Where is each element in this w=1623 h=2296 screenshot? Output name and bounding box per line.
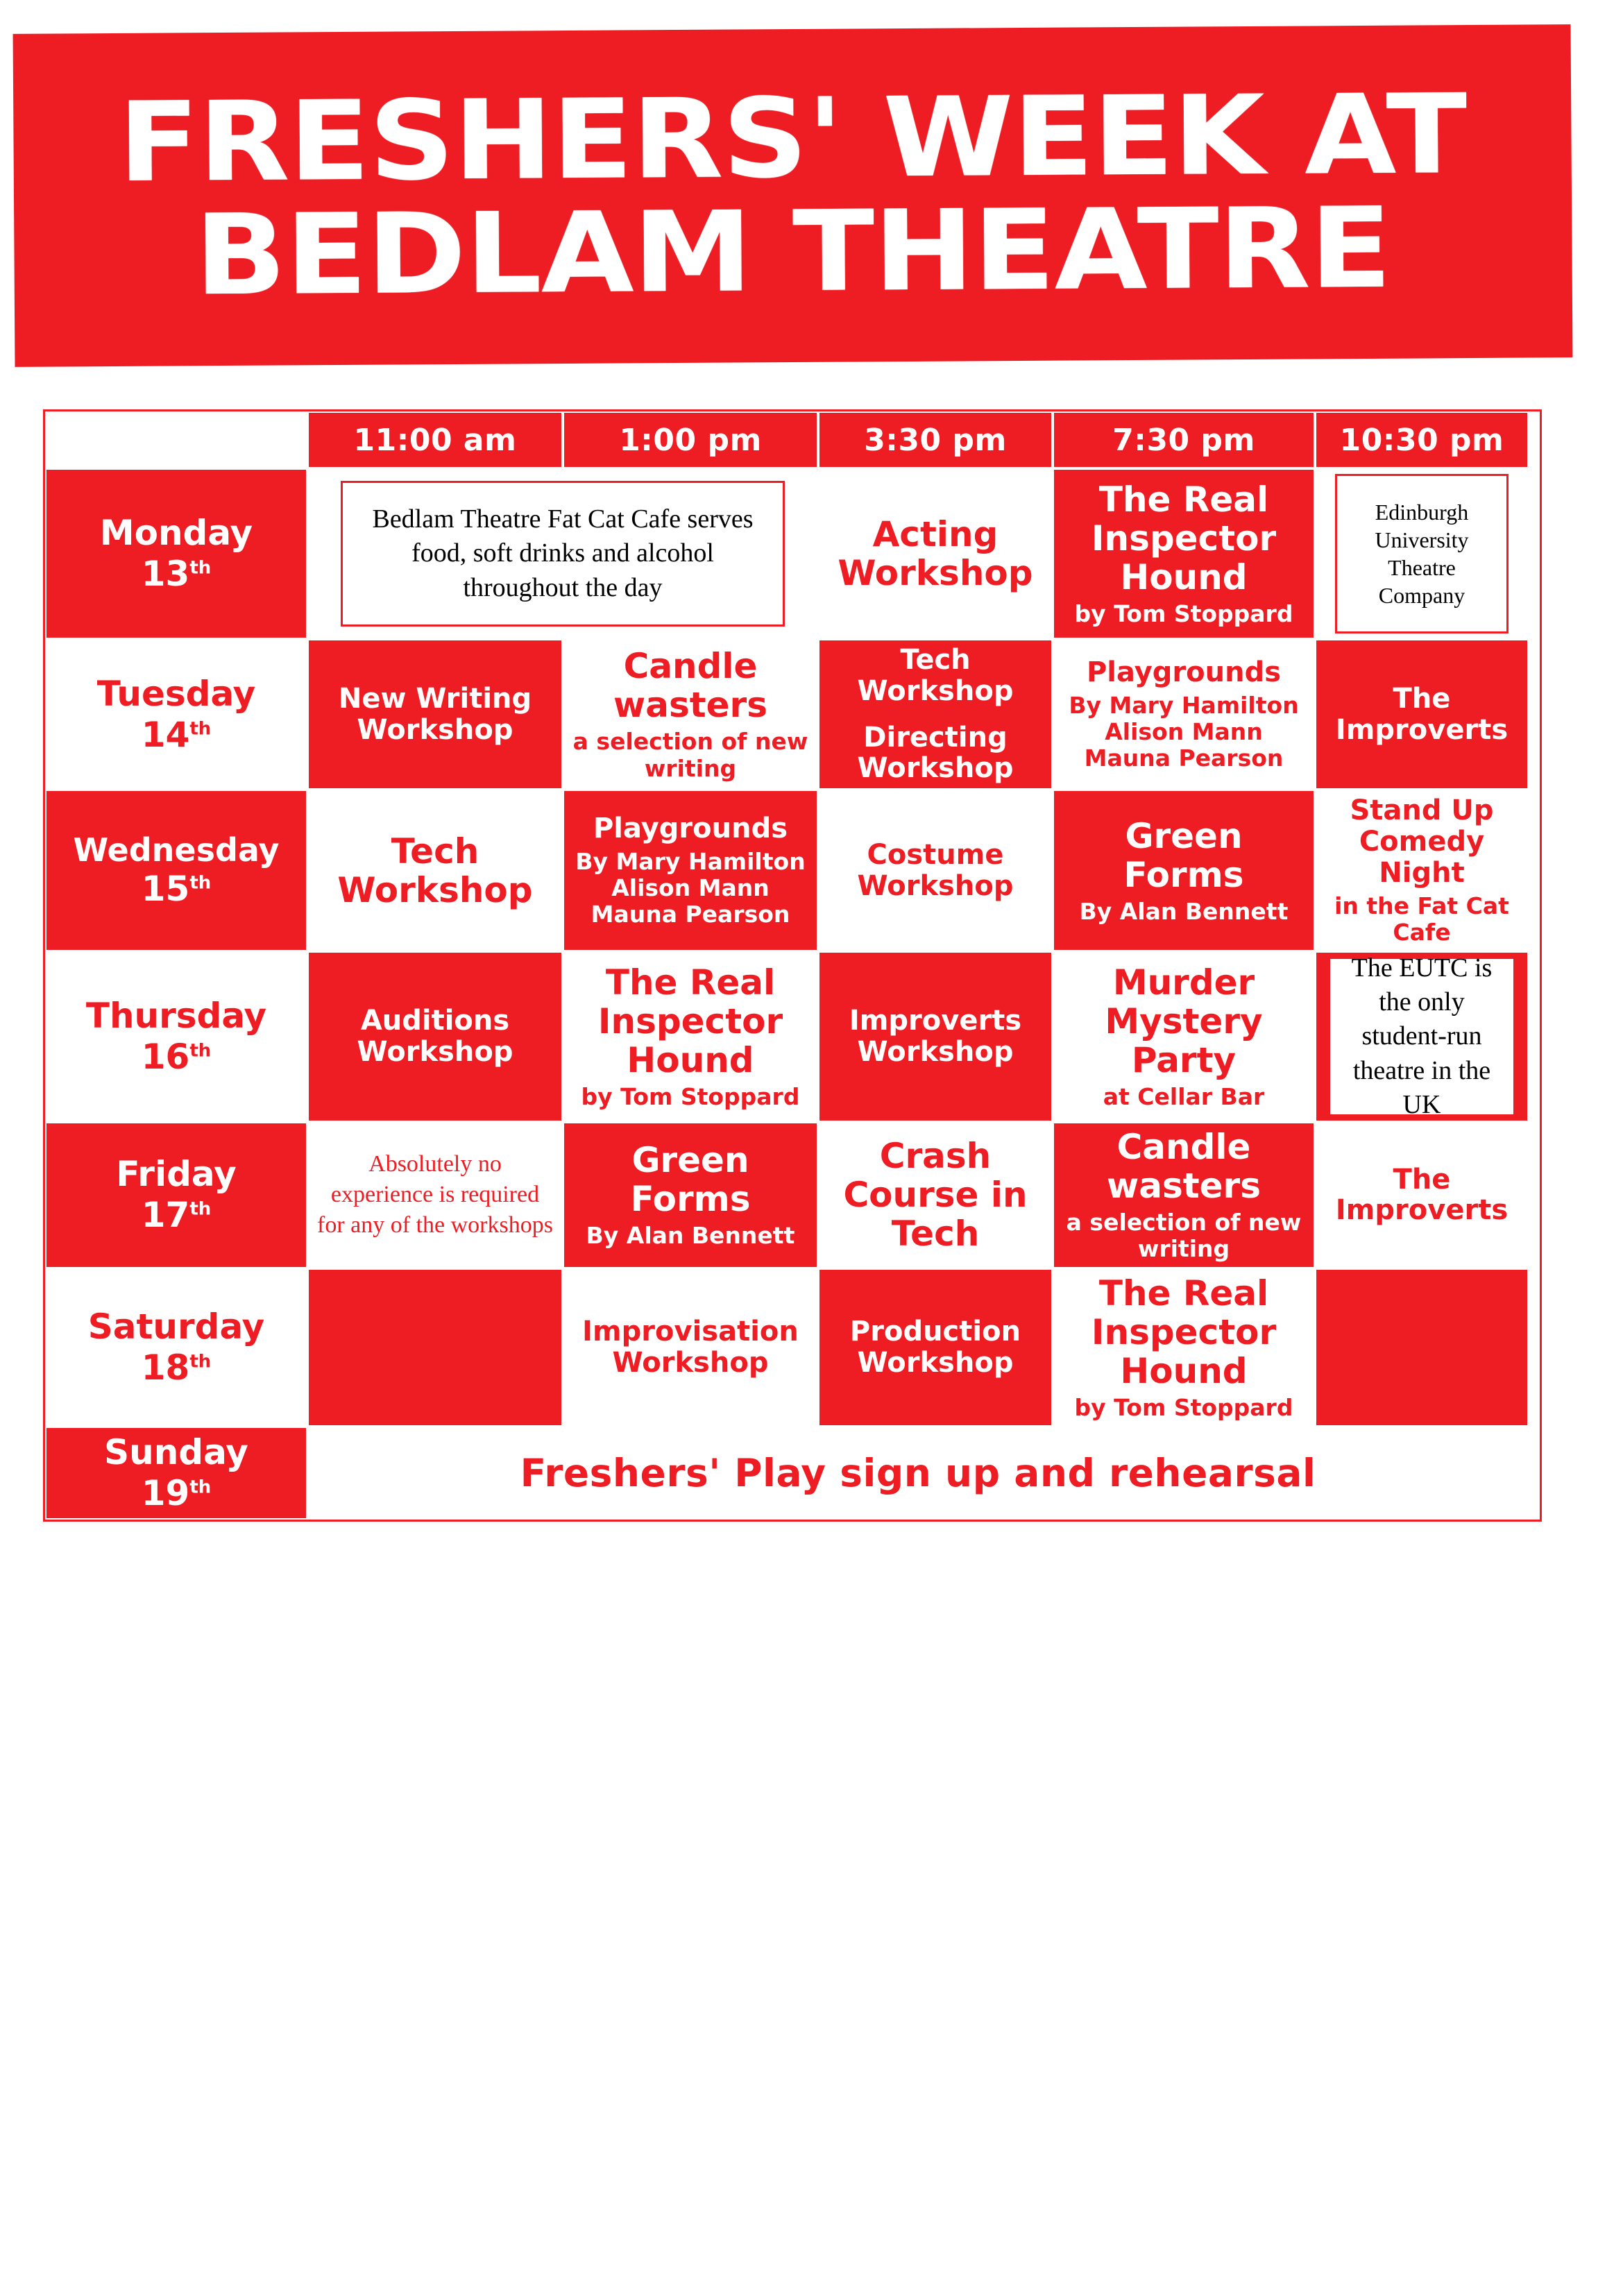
grid-corner-blank — [45, 411, 307, 468]
time-header-330pm: 3:30 pm — [818, 411, 1053, 468]
day-date-friday: 17th — [141, 1195, 212, 1236]
saturday-730pm-real-inspector-hound: The Real Inspector Hound by Tom Stoppard — [1053, 1268, 1315, 1427]
day-label-tuesday — [45, 639, 307, 790]
day-label-wednesday — [45, 790, 307, 951]
time-header-100pm: 1:00 pm — [563, 411, 818, 468]
monday-730pm-real-inspector-hound: The Real Inspector Hound by Tom Stoppard — [1053, 468, 1315, 639]
thursday-1030pm-eutc-fact-cell — [1315, 951, 1529, 1122]
day-label-sunday — [45, 1427, 307, 1520]
saturday-1030pm-empty — [1315, 1268, 1529, 1427]
wednesday-1030pm-stand-up-comedy: Stand Up Comedy Night in the Fat Cat Cafe — [1315, 790, 1529, 951]
poster-title-line-1: FRESHERS' WEEK AT — [118, 70, 1467, 207]
thursday-330pm-improverts-workshop: Improverts Workshop — [818, 951, 1053, 1122]
friday-1100am-no-experience-note — [307, 1122, 563, 1268]
day-date-monday: 13th — [141, 554, 212, 594]
sunday-freshers-play-banner: Freshers' Play sign up and rehearsal — [307, 1427, 1529, 1520]
day-name-monday: Monday — [99, 513, 253, 553]
day-name-thursday: Thursday — [85, 996, 267, 1037]
tuesday-1100am-new-writing-workshop: New Writing Workshop — [307, 639, 563, 790]
wednesday-330pm-costume-workshop: Costume Workshop — [818, 790, 1053, 951]
no-experience-note: Absolutely no experience is required for any of the workshops — [317, 1151, 553, 1239]
day-name-tuesday: Tuesday — [96, 673, 256, 714]
saturday-1100am-empty — [307, 1268, 563, 1427]
day-label-monday — [45, 468, 307, 639]
cafe-note: Bedlam Theatre Fat Cat Cafe serves food, soft drinks and alcohol throughout the day — [341, 481, 785, 627]
wednesday-1100am-tech-workshop: Tech Workshop — [307, 790, 563, 951]
tuesday-1030pm-improverts: The Improverts — [1315, 639, 1529, 790]
wednesday-100pm-playgrounds: Playgrounds By Mary Hamilton Alison Mann Mauna Pearson — [563, 790, 818, 951]
day-date-saturday: 18th — [141, 1347, 212, 1388]
poster-title-banner — [13, 24, 1573, 367]
day-date-wednesday: 15th — [141, 869, 212, 910]
poster-title-line-2: BEDLAM THEATRE — [194, 182, 1392, 321]
day-date-sunday: 19th — [141, 1472, 212, 1513]
friday-1030pm-improverts: The Improverts — [1315, 1122, 1529, 1268]
day-name-saturday: Saturday — [87, 1306, 265, 1347]
eutc-company-note: Edinburgh University Theatre Company — [1335, 474, 1509, 633]
time-header-730pm: 7:30 pm — [1053, 411, 1315, 468]
thursday-1100am-auditions-workshop: Auditions Workshop — [307, 951, 563, 1122]
saturday-330pm-production-workshop: Production Workshop — [818, 1268, 1053, 1427]
saturday-100pm-improvisation-workshop: Improvisation Workshop — [563, 1268, 818, 1427]
day-name-sunday: Sunday — [104, 1431, 248, 1472]
schedule-grid — [43, 409, 1542, 1522]
friday-730pm-candle-wasters: Candle wasters a selection of new writing — [1053, 1122, 1315, 1268]
thursday-100pm-real-inspector-hound: The Real Inspector Hound by Tom Stoppard — [563, 951, 818, 1122]
time-header-1100am: 11:00 am — [307, 411, 563, 468]
tuesday-100pm-candle-wasters: Candle wasters a selection of new writing — [563, 639, 818, 790]
friday-100pm-green-forms: Green Forms By Alan Bennett — [563, 1122, 818, 1268]
day-date-thursday: 16th — [141, 1037, 212, 1078]
day-label-friday — [45, 1122, 307, 1268]
day-label-thursday — [45, 951, 307, 1122]
day-label-saturday — [45, 1268, 307, 1427]
tuesday-330pm-tech-and-directing: Tech Workshop Directing Workshop — [818, 639, 1053, 790]
wednesday-730pm-green-forms: Green Forms By Alan Bennett — [1053, 790, 1315, 951]
day-name-wednesday: Wednesday — [73, 831, 280, 869]
day-name-friday: Friday — [116, 1154, 237, 1195]
time-header-1030pm: 10:30 pm — [1315, 411, 1529, 468]
monday-cafe-note-cell — [307, 468, 818, 639]
friday-330pm-crash-course-in-tech: Crash Course in Tech — [818, 1122, 1053, 1268]
tuesday-730pm-playgrounds: Playgrounds By Mary Hamilton Alison Mann Mauna Pearson — [1053, 639, 1315, 790]
monday-330pm-acting-workshop: Acting Workshop — [818, 468, 1053, 639]
eutc-fact-note: The EUTC is the only student-run theatre in the UK — [1328, 957, 1515, 1116]
thursday-730pm-murder-mystery-party: Murder Mystery Party at Cellar Bar — [1053, 951, 1315, 1122]
monday-1030pm-eutc-note-cell — [1315, 468, 1529, 639]
day-date-tuesday: 14th — [141, 714, 212, 755]
